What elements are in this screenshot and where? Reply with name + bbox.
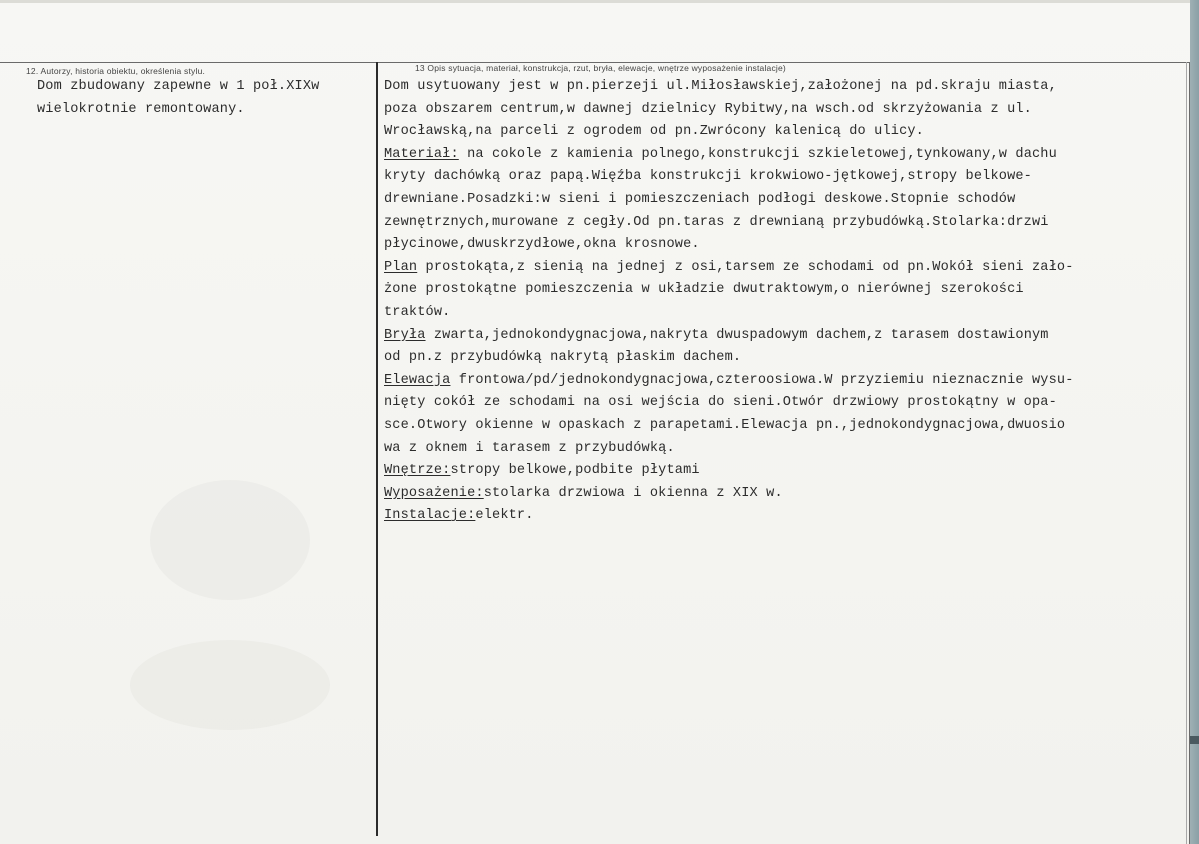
section-label: Plan	[384, 259, 418, 275]
history-line-1: Dom zbudowany zapewne w 1 poł.XIXw	[37, 79, 320, 94]
description-line	[384, 99, 1074, 122]
description-text-segment: zewnętrznych,murowane z cegły.Od pn.taras z drewnianą przybudówką.Stolarka:drzwi	[384, 214, 1049, 230]
description-line	[384, 483, 1074, 506]
description-line	[384, 505, 1074, 528]
description-text-segment: frontowa/pd/jednokondygnacjowa,czteroosiowa.W przyziemiu nieznacznie wysu-	[450, 372, 1074, 388]
description-line	[384, 370, 1074, 393]
section-label: Bryła	[384, 327, 426, 343]
description-line	[384, 392, 1074, 415]
field-header-13: 13 Opis sytuacja, materiał, konstrukcja, rzut, bryła, elewacje, wnętrze wyposażenie instalacje)	[415, 63, 786, 73]
description-line	[384, 212, 1074, 235]
description-text-segment: Wrocławską,na parceli z ogrodem od pn.Zwrócony kalenicą do ulicy.	[384, 124, 924, 140]
section-label: Elewacja	[384, 372, 451, 388]
section-label: Wyposażenie:	[384, 485, 484, 501]
description-text-segment: Dom usytuowany jest w pn.pierzeji ul.Miłosławskiej,założonej na pd.skraju miasta,	[384, 79, 1057, 94]
paper-stain	[150, 480, 310, 600]
section-label: Materiał:	[384, 146, 459, 162]
description-line	[384, 325, 1074, 348]
description-text-segment: stropy belkowe,podbite płytami	[450, 463, 700, 479]
description-line	[384, 234, 1074, 257]
description-line	[384, 76, 1074, 99]
description-text-segment: drewniane.Posadzki:w sieni i pomieszczeniach podłogi deskowe.Stopnie schodów	[384, 191, 1016, 207]
description-text-segment: stolarka drzwiowa i okienna z XIX w.	[483, 485, 783, 501]
description-text-segment: wa z oknem i tarasem z przybudówką.	[384, 440, 675, 456]
description-text-segment: traktów.	[384, 304, 451, 320]
description-line	[384, 257, 1074, 280]
description-line	[384, 279, 1074, 302]
description-text-segment: płycinowe,dwuskrzydłowe,okna krosnowe.	[384, 237, 700, 253]
description-text-segment: żone prostokątne pomieszczenia w układzie dwutraktowym,o nierównej szerokości	[384, 282, 1024, 298]
margin-line	[1186, 62, 1187, 844]
description-line	[384, 189, 1074, 212]
history-line-2: wielokrotnie remontowany.	[37, 101, 245, 117]
description-text-segment: zwarta,jednokondygnacjowa,nakryta dwuspadowym dachem,z tarasem dostawionym	[425, 327, 1049, 343]
binder-mark	[1190, 736, 1199, 744]
description-text-segment: nięty cokół ze schodami na osi wejścia do sieni.Otwór drzwiowy prostokątny w opa-	[384, 395, 1057, 411]
section-label: Wnętrze:	[384, 463, 451, 479]
binder-edge	[1190, 0, 1199, 844]
section-label: Instalacje:	[384, 508, 476, 524]
description-line	[384, 121, 1074, 144]
description-text-segment: sce.Otwory okienne w opaskach z parapetami.Elewacja pn.,jednokondygnacjowa,dwuosio	[384, 417, 1066, 433]
description-line	[384, 166, 1074, 189]
description-line	[384, 438, 1074, 461]
description-line	[384, 144, 1074, 167]
description-text	[384, 76, 1074, 528]
description-line	[384, 347, 1074, 370]
paper-top-edge	[0, 0, 1199, 3]
history-text	[37, 76, 319, 121]
description-line	[384, 415, 1074, 438]
description-text-segment: kryty dachówką oraz papą.Więźba konstrukcji krokwiowo-jętkowej,stropy belkowe-	[384, 169, 1032, 185]
column-divider	[376, 62, 378, 836]
description-text-segment: na cokole z kamienia polnego,konstrukcji szkieletowej,tynkowany,w dachu	[458, 146, 1057, 162]
description-text-segment: od pn.z przybudówką nakrytą płaskim dachem.	[384, 350, 742, 366]
description-line	[384, 460, 1074, 483]
paper-stain	[130, 640, 330, 730]
description-text-segment: elektr.	[475, 508, 534, 524]
description-text-segment: poza obszarem centrum,w dawnej dzielnicy Rybitwy,na wsch.od skrzyżowania z ul.	[384, 101, 1032, 117]
description-text-segment: prostokąta,z sienią na jednej z osi,tarsem ze schodami od pn.Wokół sieni zało-	[417, 259, 1074, 275]
field-header-12: 12. Autorzy, historia obiektu, określenia stylu.	[26, 66, 206, 76]
description-line	[384, 302, 1074, 325]
